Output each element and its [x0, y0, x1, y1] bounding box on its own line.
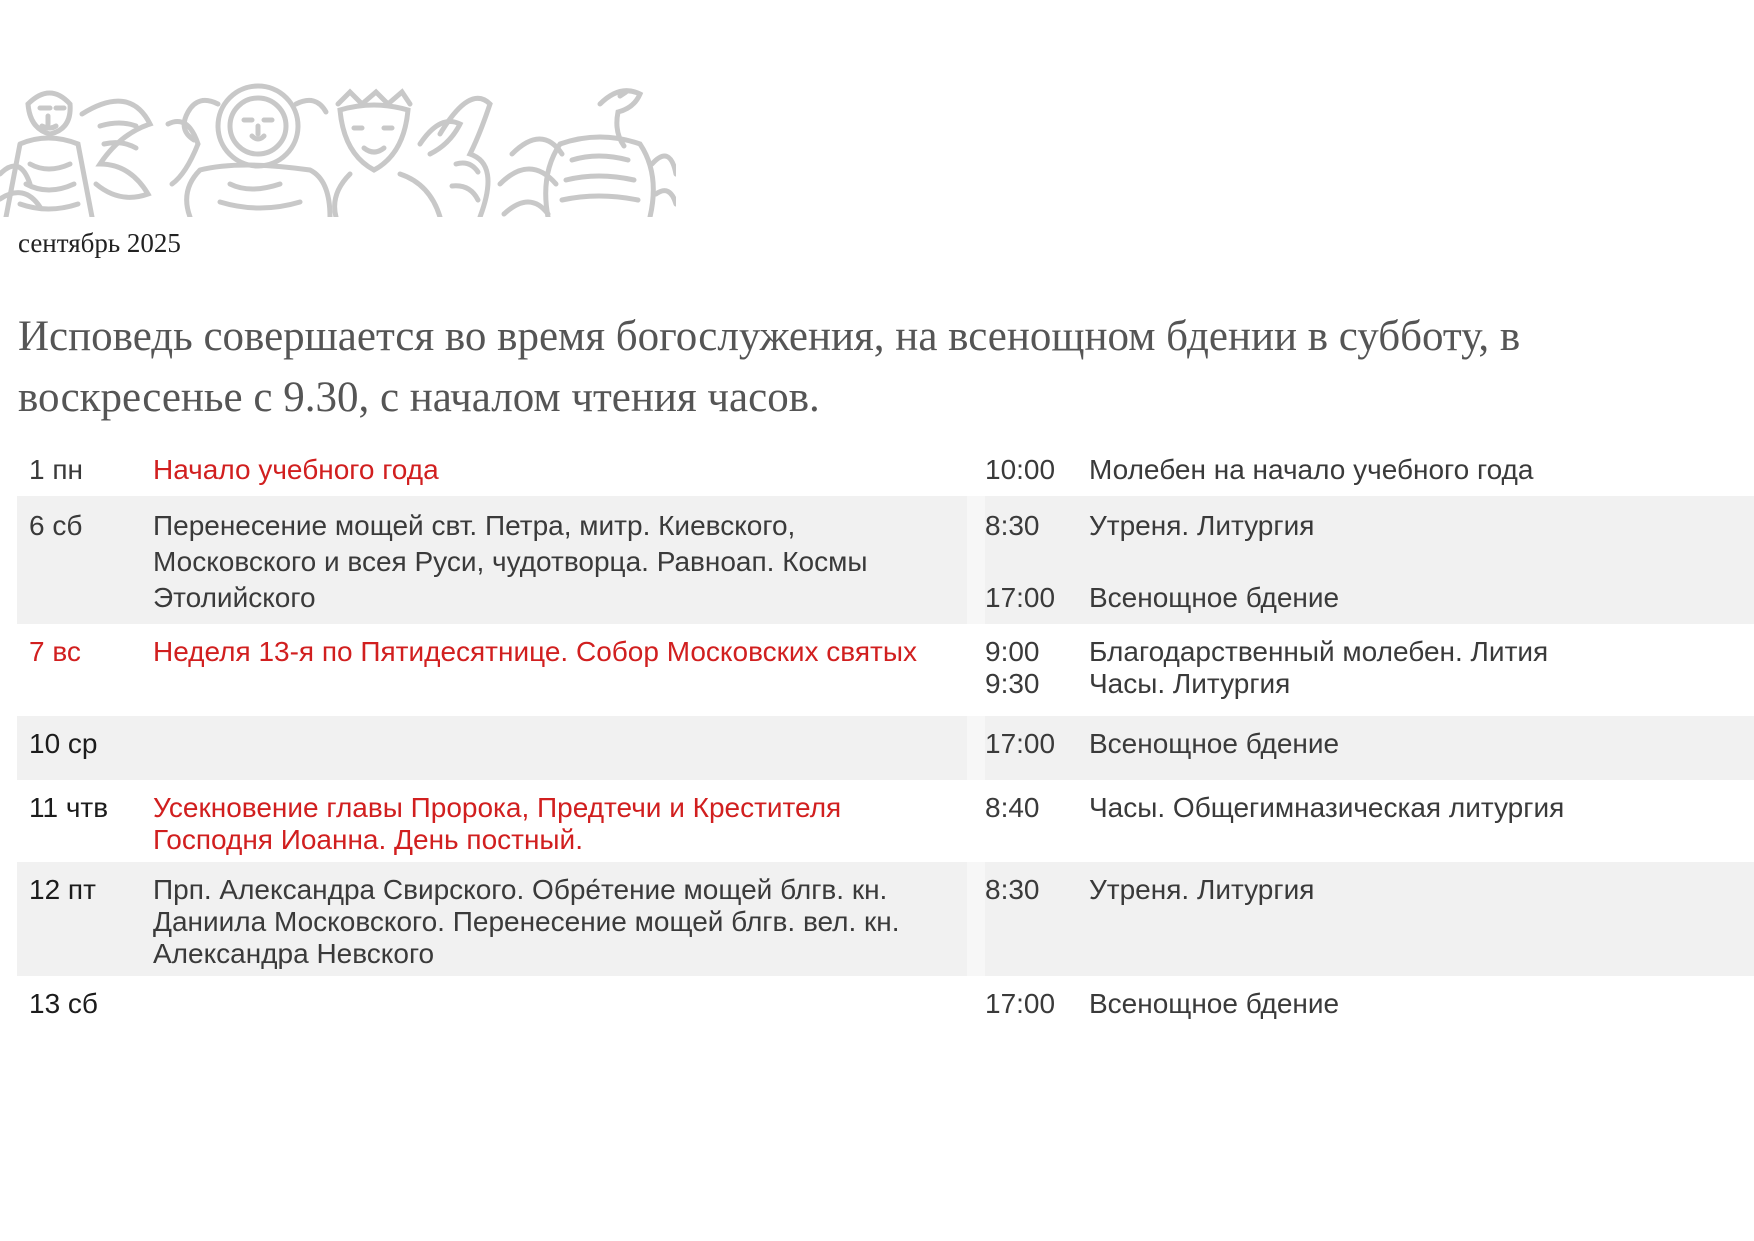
service-name: Часы. Литургия — [1089, 668, 1291, 699]
service-name: Часы. Общегимназическая литургия — [1089, 792, 1565, 823]
schedule-row — [17, 862, 1754, 976]
service-entry — [985, 668, 1754, 700]
services-cell — [985, 976, 1754, 1036]
day-label: 11 чтв — [29, 792, 109, 823]
eagle-figure — [500, 91, 676, 217]
feast-title-cell — [153, 624, 967, 716]
feast-title: Усекновение главы Пророка, Предтечи и Крестителя Господня Иоанна. День постный. — [153, 792, 842, 855]
services-cell — [985, 436, 1754, 496]
service-name: Утреня. Литургия — [1089, 874, 1315, 905]
feast-title-cell — [153, 976, 967, 1036]
column-divider — [967, 624, 985, 716]
schedule-row — [17, 496, 1754, 624]
ox-figure — [335, 92, 490, 217]
schedule-row — [17, 976, 1754, 1036]
day-label: 7 вс — [29, 636, 81, 667]
day-label: 6 сб — [17, 496, 153, 624]
service-time: 8:30 — [985, 510, 1040, 541]
feast-title: Прп. Александра Свирского. Обре́тение мощей блгв. кн. Даниила Московского. Перенесение мощей блгв. вел. кн. Александра Невского — [153, 874, 900, 969]
service-entry — [985, 792, 1754, 824]
service-name: Благодарственный молебен. Лития — [1089, 636, 1549, 667]
column-divider — [967, 862, 985, 976]
feast-title: Начало учебного года — [153, 454, 439, 485]
service-time: 9:30 — [985, 668, 1040, 699]
day-label: 12 пт — [17, 862, 153, 976]
lion-figure — [168, 86, 330, 217]
schedule-row — [17, 780, 1754, 862]
feast-title: Неделя 13-я по Пятидесятнице. Собор Московских святых — [153, 636, 917, 667]
services-cell — [985, 496, 1754, 624]
service-time: 8:40 — [985, 792, 1040, 823]
service-time: 8:30 — [985, 874, 1040, 905]
service-name: Всенощное бдение — [1089, 728, 1340, 759]
service-time: 17:00 — [985, 582, 1056, 613]
day-label: 1 пн — [29, 454, 83, 485]
column-divider — [967, 436, 985, 496]
service-name: Всенощное бдение — [1089, 582, 1340, 613]
day-label: 13 сб — [29, 988, 98, 1019]
service-time: 9:00 — [985, 636, 1040, 667]
schedule-row — [17, 716, 1754, 780]
service-entry — [985, 508, 1754, 544]
service-entry — [985, 452, 1754, 488]
month-heading: сентябрь 2025 — [18, 228, 181, 258]
feast-title — [153, 976, 967, 988]
service-time: 10:00 — [985, 454, 1056, 485]
day-label: 10 ср — [17, 716, 153, 780]
feast-title-cell — [153, 436, 967, 496]
column-divider — [967, 716, 985, 780]
services-cell — [985, 624, 1754, 716]
service-entry — [985, 874, 1754, 906]
services-cell — [985, 716, 1754, 780]
feast-title-cell — [153, 862, 967, 976]
service-name: Утреня. Литургия — [1089, 510, 1315, 541]
feast-title-cell — [153, 780, 967, 862]
column-divider — [967, 976, 985, 1036]
feast-title-cell — [153, 716, 967, 780]
service-time: 17:00 — [985, 728, 1056, 759]
service-name: Всенощное бдение — [1089, 988, 1340, 1019]
service-schedule-table — [17, 436, 1754, 1036]
feast-title: Перенесение мощей свт. Петра, митр. Киевского, Московского и всея Руси, чудотворца. Равноап. Космы Этолийского — [153, 510, 868, 613]
schedule-row — [17, 624, 1754, 716]
column-divider — [967, 780, 985, 862]
service-entry — [985, 636, 1754, 668]
feast-title-cell — [153, 496, 967, 624]
service-time: 17:00 — [985, 988, 1056, 1019]
schedule-row — [17, 436, 1754, 496]
service-entry — [985, 580, 1754, 616]
decorative-ornament-image — [0, 74, 676, 217]
services-cell — [985, 862, 1754, 976]
service-entry — [985, 728, 1754, 760]
confession-notice: Исповедь совершается во время богослужения, на всенощном бдении в субботу, в воскресенье с 9.30, с началом чтения часов. — [18, 313, 1521, 421]
services-cell — [985, 780, 1754, 862]
service-entry — [985, 988, 1754, 1020]
feast-title — [153, 716, 967, 728]
column-divider — [967, 496, 985, 624]
angel-figure — [0, 93, 150, 217]
service-name: Молебен на начало учебного года — [1089, 454, 1534, 485]
